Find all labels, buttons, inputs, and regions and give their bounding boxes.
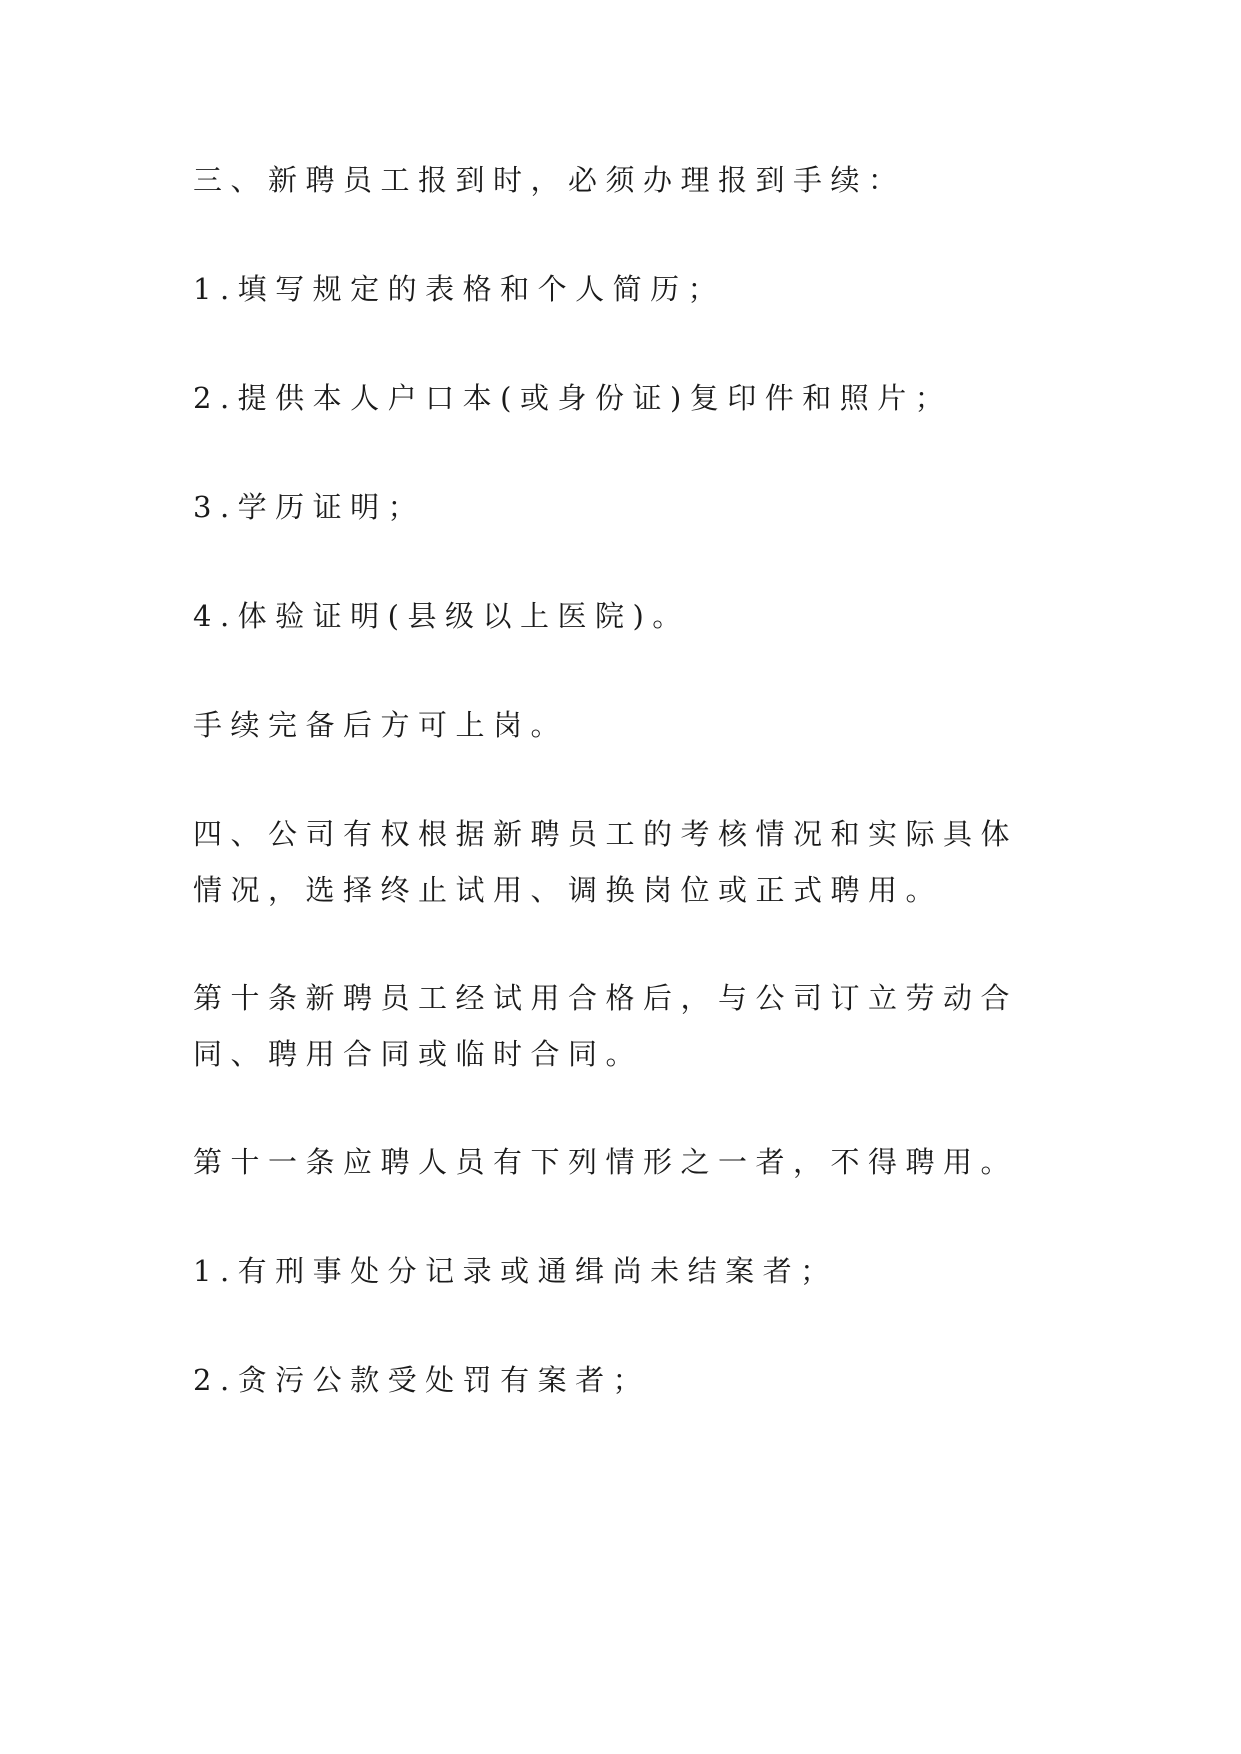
article-10-paragraph: 第十条新聘员工经试用合格后，与公司订立劳动合同、聘用合同或临时合同。: [193, 981, 1019, 1071]
list-item: 2.提供本人户口本(或身份证)复印件和照片；: [193, 381, 953, 415]
section-4-paragraph: 四、公司有权根据新聘员工的考核情况和实际具体情况，选择终止试用、调换岗位或正式聘用。: [193, 817, 1019, 907]
list-item: 1.填写规定的表格和个人简历；: [193, 272, 726, 306]
list-item: 2.贪污公款受处罚有案者；: [193, 1363, 651, 1397]
document-body: [193, 162, 1053, 1471]
list-item: 1.有刑事处分记录或通缉尚未结案者；: [193, 1254, 838, 1288]
section-3-heading: 三、新聘员工报到时，必须办理报到手续：: [193, 163, 906, 197]
paragraph: 手续完备后方可上岗。: [193, 708, 569, 742]
list-item: 4.体验证明(县级以上医院)。: [193, 599, 690, 633]
list-item: 3.学历证明；: [193, 490, 426, 524]
article-11-heading: 第十一条应聘人员有下列情形之一者，不得聘用。: [193, 1145, 1019, 1179]
